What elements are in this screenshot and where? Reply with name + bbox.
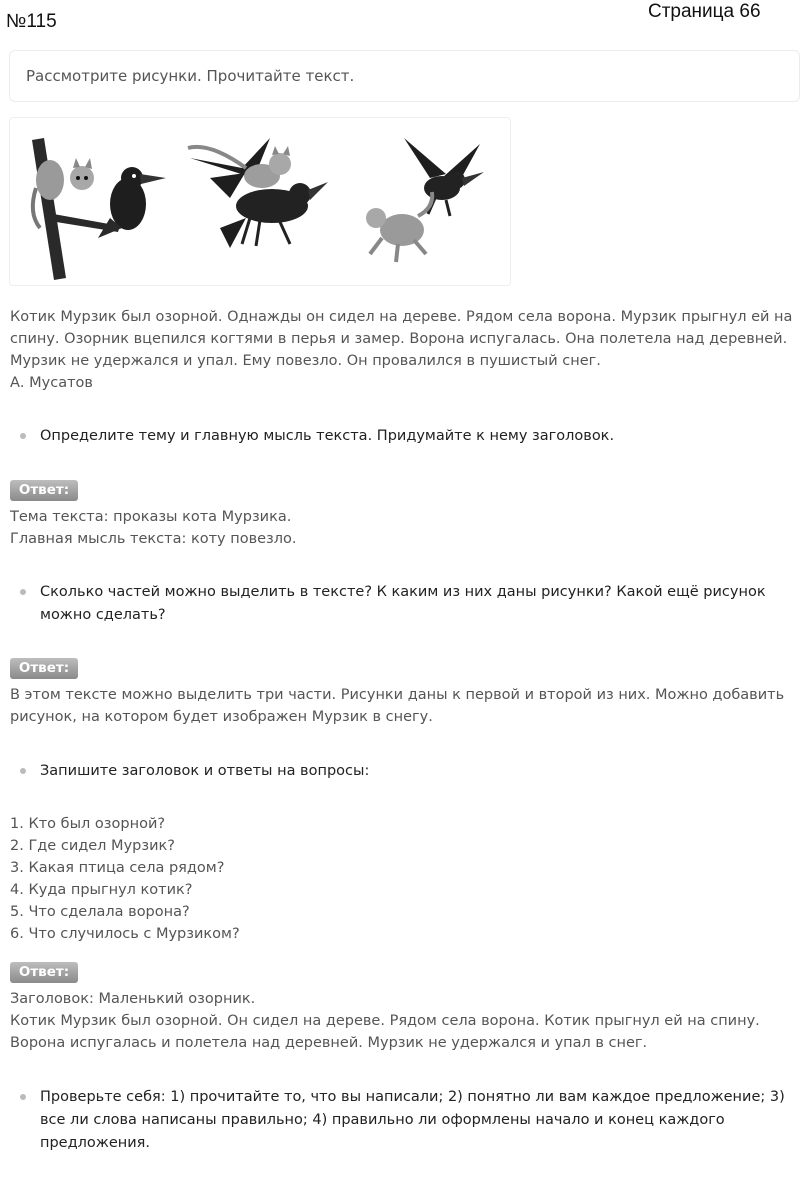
answer-line: В этом тексте можно выделить три части. Рисунки даны к первой и второй из них. Можно добавить xyxy=(10,687,785,703)
bullet-icon xyxy=(20,768,26,774)
bullet-icon xyxy=(20,433,26,439)
list-item: 5. Что сделала ворона? xyxy=(10,904,190,920)
answer-line: Тема текста: проказы кота Мурзика. xyxy=(10,509,292,525)
bullet-icon xyxy=(20,589,26,595)
story-line: спину. Озорник вцепился когтями в перья и замер. Ворона испугалась. Она полетела над деревней. xyxy=(10,331,788,347)
answer-line: Главная мысль текста: коту повезло. xyxy=(10,531,297,547)
answer-2 xyxy=(10,684,784,728)
list-item: 2. Где сидел Мурзик? xyxy=(10,838,175,854)
question-3 xyxy=(40,760,369,783)
question-line: Проверьте себя: 1) прочитайте то, что вы написали; 2) понятно ли вам каждое предложение; 3) xyxy=(40,1089,785,1105)
answer-line: рисунок, на котором будет изображен Мурзик в снегу. xyxy=(10,709,433,725)
answer-line: Ворона испугалась и полетела над деревней. Мурзик не удержался и упал в снег. xyxy=(10,1035,648,1051)
question-line: можно сделать? xyxy=(40,607,166,623)
scene-cat-on-tree-image xyxy=(32,138,166,280)
question-2 xyxy=(40,581,766,627)
story-line: Котик Мурзик был озорной. Однажды он сидел на дереве. Рядом села ворона. Мурзик прыгнул ей на xyxy=(10,309,793,325)
question-list xyxy=(10,813,240,945)
list-item: 6. Что случилось с Мурзиком? xyxy=(10,926,240,942)
question-1 xyxy=(40,425,614,448)
answer-badge: Ответ: xyxy=(10,658,78,679)
answer-line: Котик Мурзик был озорной. Он сидел на дереве. Рядом села ворона. Котик прыгнул ей на спину. xyxy=(10,1013,760,1029)
story-text xyxy=(10,306,792,394)
answer-3 xyxy=(10,988,760,1054)
question-line: все ли слова написаны правильно; 4) правильно ли оформлены начало и конец каждого xyxy=(40,1112,725,1128)
question-line: Сколько частей можно выделить в тексте? К каким из них даны рисунки? Какой ещё рисунок xyxy=(40,584,766,600)
illustration-image xyxy=(9,117,511,286)
list-item: 4. Куда прыгнул котик? xyxy=(10,882,193,898)
scene-cat-on-crow-image xyxy=(188,138,328,248)
task-instruction: Рассмотрите рисунки. Прочитайте текст. xyxy=(9,50,800,102)
exercise-number: №115 xyxy=(6,11,57,32)
question-line: предложения. xyxy=(40,1135,150,1151)
page-label: Страница 66 xyxy=(648,1,761,22)
scene-cat-falling-image xyxy=(366,138,484,262)
answer-line: Заголовок: Маленький озорник. xyxy=(10,991,256,1007)
question-line: Определите тему и главную мысль текста. Придумайте к нему заголовок. xyxy=(40,428,615,444)
answer-1 xyxy=(10,506,297,550)
list-item: 1. Кто был озорной? xyxy=(10,816,166,832)
story-line: Мурзик не удержался и упал. Ему повезло. Он провалился в пушистый снег. xyxy=(10,353,601,369)
bullet-icon xyxy=(20,1094,26,1100)
answer-badge: Ответ: xyxy=(10,480,78,501)
list-item: 3. Какая птица села рядом? xyxy=(10,860,225,876)
question-4 xyxy=(40,1086,785,1155)
story-author: А. Мусатов xyxy=(10,375,93,391)
answer-badge: Ответ: xyxy=(10,962,78,983)
question-line: Запишите заголовок и ответы на вопросы: xyxy=(40,763,370,779)
